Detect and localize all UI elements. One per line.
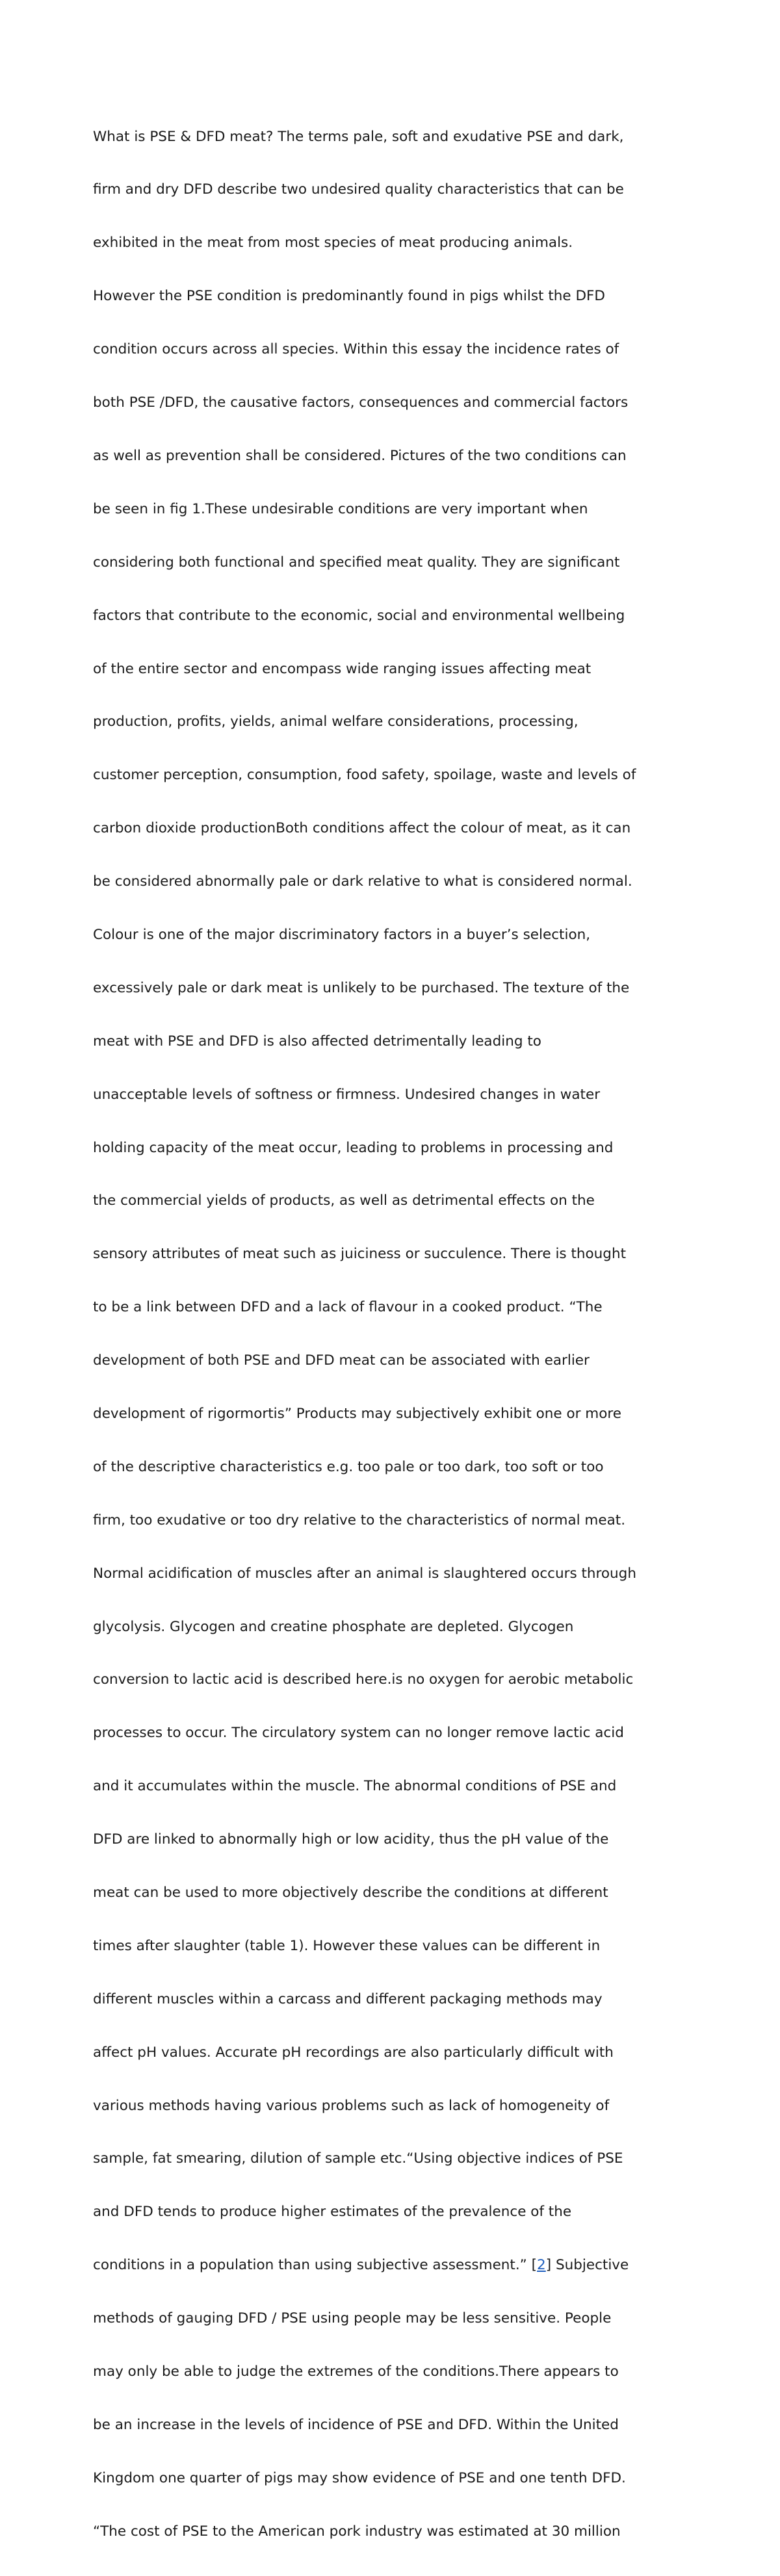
text-line: the commercial yields of products, as well as detrimental effects on the	[93, 1192, 595, 1209]
text-line: unacceptable levels of softness or firmness. Undesired changes in water	[93, 1086, 601, 1103]
text-line: methods of gauging DFD / PSE using people may be less sensitive. People	[93, 2310, 612, 2327]
text-line-with-reference	[93, 2256, 697, 2274]
text-line: Colour is one of the major discriminatory factors in a buyer’s selection,	[93, 926, 591, 943]
text-line: of the entire sector and encompass wide ranging issues affecting meat	[93, 660, 592, 677]
text-line: sensory attributes of meat such as juiciness or succulence. There is thought	[93, 1246, 627, 1263]
text-line: different muscles within a carcass and different packaging methods may	[93, 1990, 603, 2007]
text-line: and DFD tends to produce higher estimates of the prevalence of the	[93, 2204, 572, 2221]
text-line: firm and dry DFD describe two undesired quality characteristics that can be	[93, 181, 624, 198]
text-line: development of both PSE and DFD meat can be associated with earlier	[93, 1352, 590, 1369]
text-line: and it accumulates within the muscle. The abnormal conditions of PSE and	[93, 1778, 617, 1795]
text-line: However the PSE condition is predominantly found in pigs whilst the DFD	[93, 288, 605, 305]
text-line: be considered abnormally pale or dark relative to what is considered normal.	[93, 873, 632, 890]
text-line: be an increase in the levels of incidence of PSE and DFD. Within the United	[93, 2416, 619, 2433]
text-line: glycolysis. Glycogen and creatine phosphate are depleted. Glycogen	[93, 1618, 574, 1635]
text-line: various methods having various problems such as lack of homogeneity of	[93, 2097, 610, 2114]
text-line: factors that contribute to the economic, social and environmental wellbeing	[93, 607, 625, 624]
text-line: processes to occur. The circulatory system can no longer remove lactic acid	[93, 1725, 624, 1742]
text-line: be seen in fig 1.These undesirable conditions are very important when	[93, 500, 588, 517]
text-line: times after slaughter (table 1). However these values can be different in	[93, 1937, 601, 1954]
text-line: considering both functional and specified meat quality. They are significant	[93, 554, 620, 571]
text-line: carbon dioxide productionBoth conditions affect the colour of meat, as it can	[93, 820, 631, 837]
text-line: Kingdom one quarter of pigs may show evidence of PSE and one tenth DFD.	[93, 2469, 626, 2486]
text-line: production, profits, yields, animal welfare considerations, processing,	[93, 714, 578, 730]
text-line: both PSE /DFD, the causative factors, consequences and commercial factors	[93, 394, 629, 411]
text-line: Normal acidification of muscles after an animal is slaughtered occurs through	[93, 1565, 636, 1582]
text-line: DFD are linked to abnormally high or low acidity, thus the pH value of the	[93, 1831, 609, 1848]
text-line: as well as prevention shall be considered. Pictures of the two conditions can	[93, 447, 627, 464]
text-line: sample, fat smearing, dilution of sample etc.“Using objective indices of PSE	[93, 2150, 623, 2167]
text-line: to be a link between DFD and a lack of flavour in a cooked product. “The	[93, 1299, 603, 1316]
text-line: affect pH values. Accurate pH recordings are also particularly difficult with	[93, 2044, 614, 2061]
text-line: meat with PSE and DFD is also affected detrimentally leading to	[93, 1033, 541, 1050]
text-line: holding capacity of the meat occur, leading to problems in processing and	[93, 1139, 614, 1156]
text-line: What is PSE & DFD meat? The terms pale, soft and exudative PSE and dark,	[93, 128, 624, 145]
text-line: conversion to lactic acid is described here.is no oxygen for aerobic metabolic	[93, 1671, 634, 1688]
text-line: customer perception, consumption, food safety, spoilage, waste and levels of	[93, 767, 636, 784]
text-line: excessively pale or dark meat is unlikely to be purchased. The texture of the	[93, 979, 630, 996]
citation-link[interactable]: 2	[537, 2257, 546, 2274]
ref-line-after: ] Subjective	[545, 2257, 629, 2274]
text-line: meat can be used to more objectively describe the conditions at different	[93, 1884, 608, 1901]
text-line: may only be able to judge the extremes of the conditions.There appears to	[93, 2363, 619, 2380]
text-line: firm, too exudative or too dry relative to the characteristics of normal meat.	[93, 1512, 626, 1528]
ref-line-before: conditions in a population than using subjective assessment.” [	[93, 2257, 538, 2274]
text-line: development of rigormortis” Products may subjectively exhibit one or more	[93, 1405, 621, 1422]
text-line: of the descriptive characteristics e.g. too pale or too dark, too soft or too	[93, 1458, 604, 1475]
text-line: “The cost of PSE to the American pork industry was estimated at 30 million	[93, 2523, 621, 2540]
text-line: exhibited in the meat from most species of meat producing animals.	[93, 235, 573, 251]
essay-body	[93, 92, 697, 2576]
text-line: condition occurs across all species. Within this essay the incidence rates of	[93, 341, 619, 358]
